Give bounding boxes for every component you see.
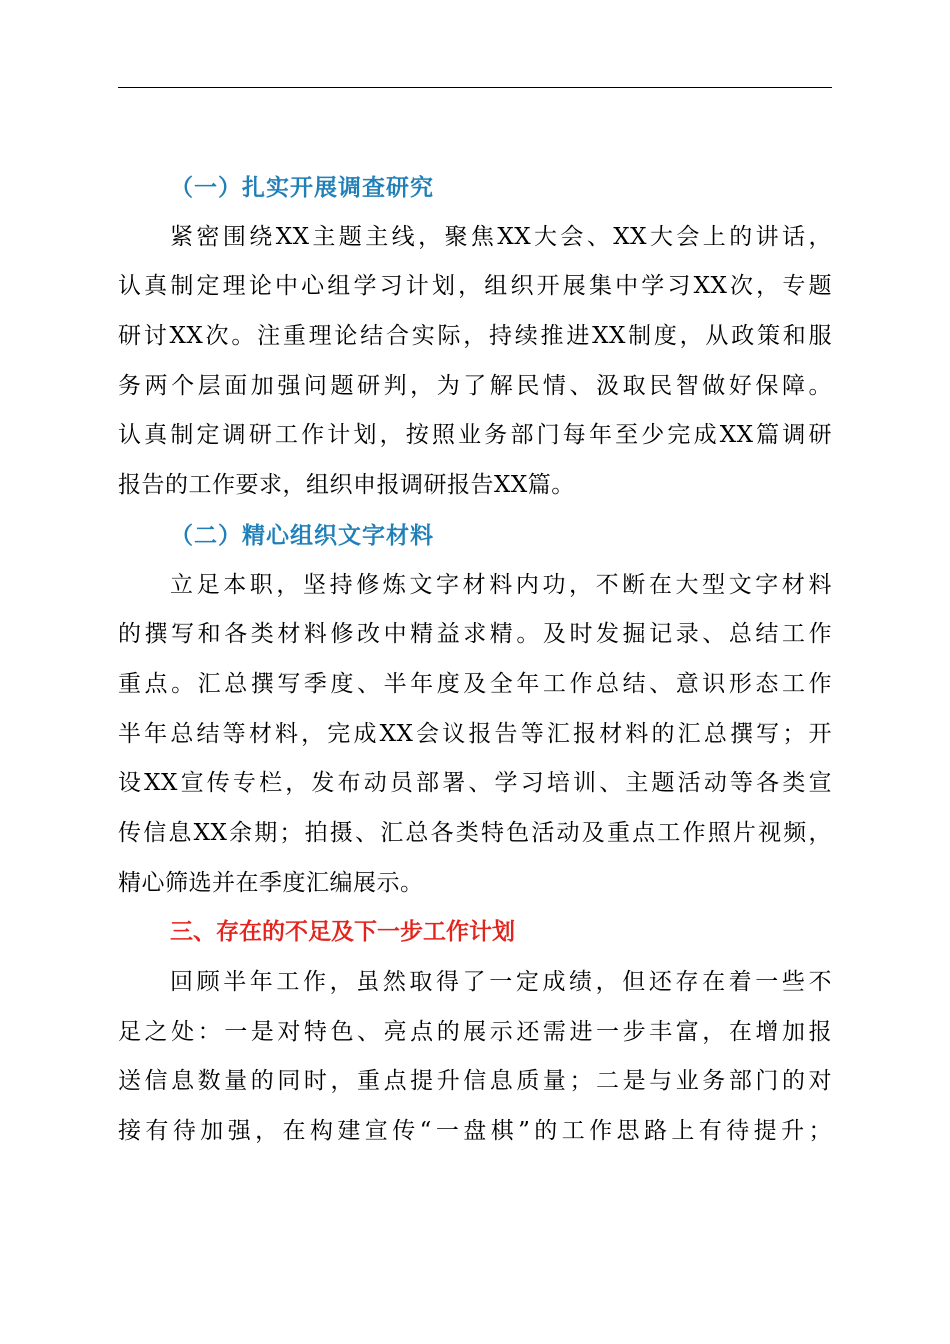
paragraph-line: 接有待加强，在构建宣传“一盘棋”的工作思路上有待提升； — [118, 1118, 832, 1145]
paragraph-line: 认真制定调研工作计划，按照业务部门每年至少完成XX篇调研 — [118, 422, 832, 449]
section-heading-shortcomings: 三、存在的不足及下一步工作计划 — [170, 919, 515, 946]
paragraph-line: 传信息XX余期；拍摄、汇总各类特色活动及重点工作照片视频， — [118, 819, 832, 846]
paragraph-line: 务两个层面加强问题研判，为了解民情、汲取民智做好保障。 — [118, 372, 832, 399]
paragraph-shortcomings — [118, 958, 832, 1157]
paragraph-line: 重点。汇总撰写季度、半年度及全年工作总结、意识形态工作 — [118, 670, 832, 697]
paragraph-line: 足之处：一是对特色、亮点的展示还需进一步丰富，在增加报 — [118, 1018, 832, 1045]
paragraph-research — [118, 213, 832, 511]
paragraph-line: 紧密围绕XX主题主线，聚焦XX大会、XX大会上的讲话， — [170, 223, 832, 250]
header-rule — [118, 87, 832, 88]
paragraph-writing — [118, 561, 832, 909]
paragraph-line: 立足本职，坚持修炼文字材料内功，不断在大型文字材料 — [170, 571, 832, 598]
section-heading-writing: （二）精心组织文字材料 — [170, 521, 434, 549]
paragraph-line: 回顾半年工作，虽然取得了一定成绩，但还存在着一些不 — [170, 969, 832, 995]
paragraph-line: 研讨XX次。注重理论结合实际，持续推进XX制度，从政策和服 — [118, 323, 832, 350]
document-body — [118, 163, 832, 1157]
paragraph-line: 认真制定理论中心组学习计划，组织开展集中学习XX次，专题 — [118, 273, 832, 300]
paragraph-line: 设XX宣传专栏，发布动员部署、学习培训、主题活动等各类宣 — [118, 770, 832, 797]
paragraph-line: 送信息数量的同时，重点提升信息质量；二是与业务部门的对 — [118, 1068, 832, 1095]
paragraph-line: 报告的工作要求，组织申报调研报告XX篇。 — [118, 472, 575, 499]
paragraph-line: 精心筛选并在季度汇编展示。 — [118, 869, 424, 896]
paragraph-line: 的撰写和各类材料修改中精益求精。及时发掘记录、总结工作 — [118, 621, 832, 648]
section-heading-research: （一）扎实开展调查研究 — [170, 174, 434, 201]
paragraph-line: 半年总结等材料，完成XX会议报告等汇报材料的汇总撰写；开 — [118, 720, 832, 747]
